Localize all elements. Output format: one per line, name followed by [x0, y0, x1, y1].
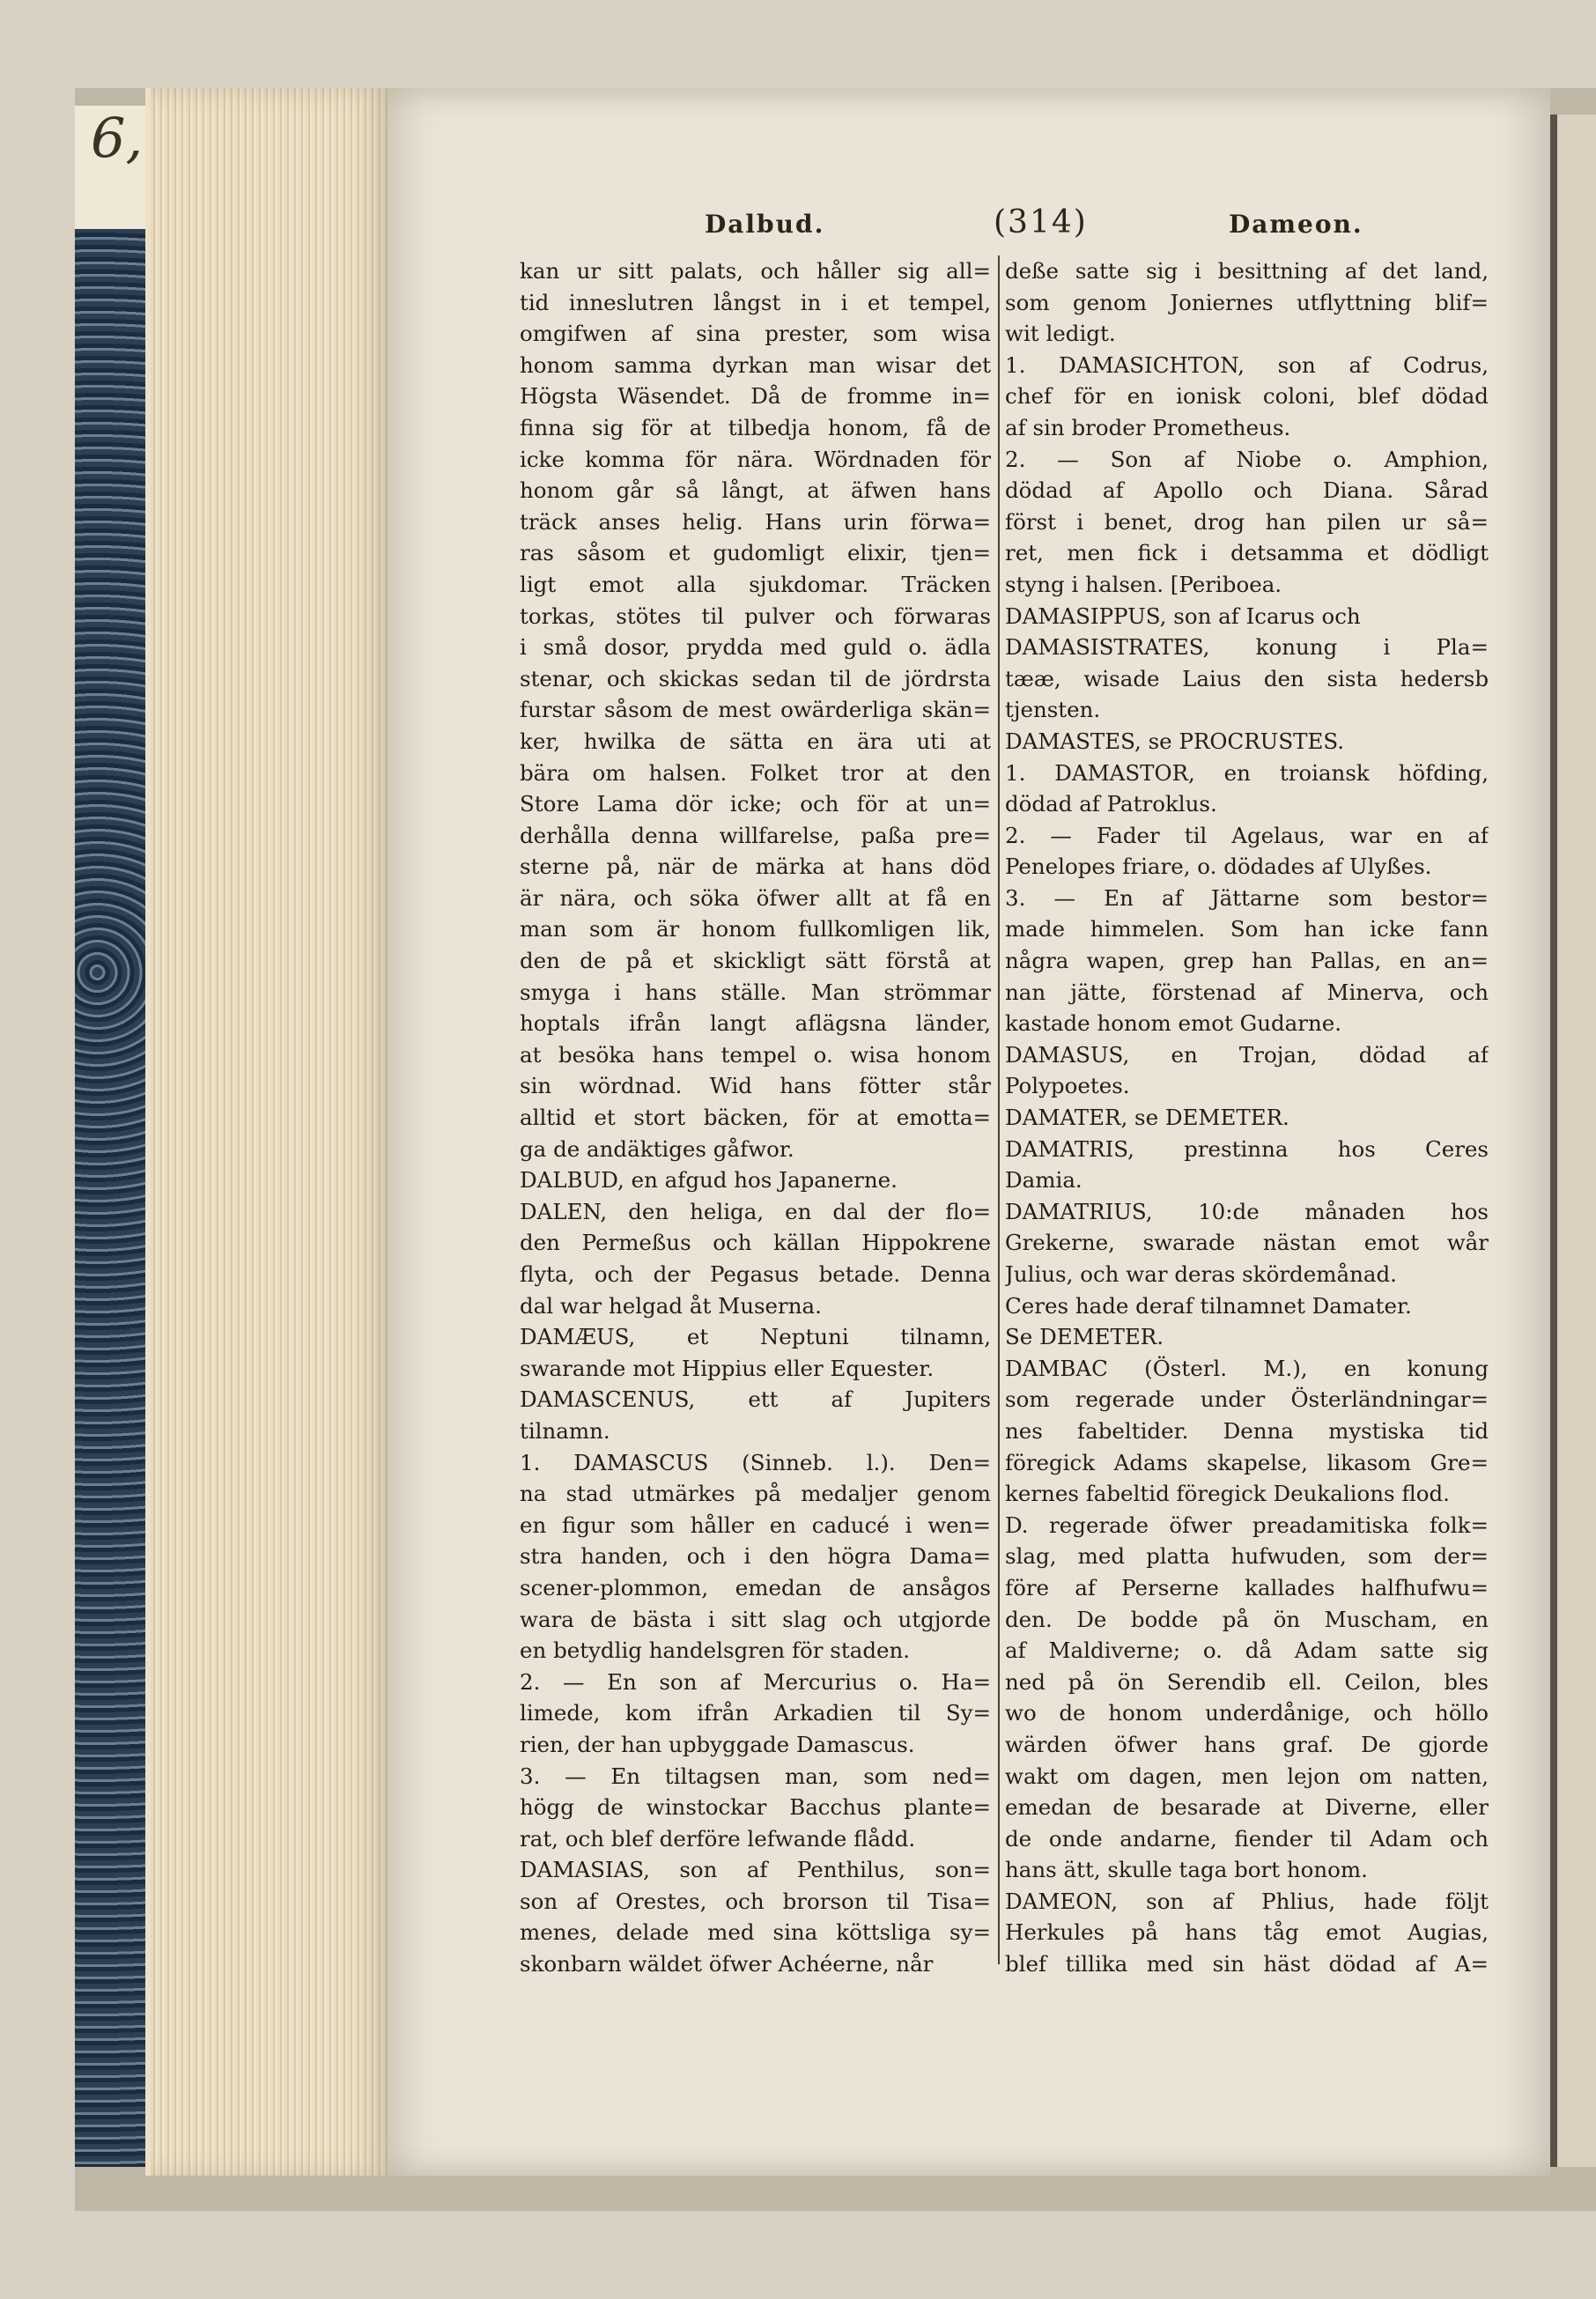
text-line: ned på ön Serendib ell. Ceilon, bles: [1005, 1668, 1489, 1695]
text-line: skonbarn wäldet öfwer Achéerne, når: [520, 1951, 934, 1977]
text-line: dödad af Apollo och Diana. Sårad: [1005, 477, 1489, 504]
text-line: den de på et skickligt sätt förstå at: [520, 948, 991, 974]
text-line: tææ, wisade Laius den sista hedersb: [1005, 665, 1489, 691]
text-line: wara de bästa i sitt slag och utgjorde: [520, 1606, 991, 1632]
text-line: nes fabeltider. Denna mystiska tid: [1005, 1417, 1489, 1444]
running-head-left: Dalbud.: [705, 210, 825, 239]
text-line: ker, hwilka de sätta en ära uti at: [520, 728, 991, 754]
text-line: en figur som håller en caducé i wen=: [520, 1512, 991, 1538]
column-divider: [998, 255, 1000, 1964]
text-line: dödad af Patroklus.: [1005, 791, 1217, 817]
text-line: blef tillika med sin häst dödad af A=: [1005, 1951, 1489, 1977]
marbled-cover: [75, 176, 153, 2167]
text-line: ras såsom et gudomligt elixir, tjen=: [520, 540, 991, 566]
text-line: 2. — Son af Niobe o. Amphion,: [1005, 446, 1489, 472]
text-line: några wapen, grep han Pallas, en an=: [1005, 948, 1489, 974]
text-line: derhålla denna willfarelse, paßa pre=: [520, 822, 991, 848]
text-line: de onde andarne, fiender til Adam och: [1005, 1825, 1489, 1852]
text-line: DAMEON, son af Phlius, hade följt: [1005, 1888, 1489, 1914]
text-line: furstar såsom de mest owärderliga skän=: [520, 697, 991, 723]
text-line: stenar, och skickas sedan til de jördrsta: [520, 665, 991, 691]
text-line: made himmelen. Som han icke fann: [1005, 916, 1489, 943]
text-line: kastade honom emot Gudarne.: [1005, 1010, 1342, 1037]
text-line: torkas, stötes til pulver och förwaras: [520, 602, 991, 629]
text-line: 1. DAMASTOR, en troiansk höfding,: [1005, 759, 1489, 786]
text-line: DALBUD, en afgud hos Japanerne.: [520, 1167, 898, 1194]
text-line: 2. — En son af Mercurius o. Ha=: [520, 1668, 991, 1695]
text-line: DAMASCENUS, ett af Jupiters: [520, 1386, 991, 1413]
page-number: (314): [994, 204, 1088, 240]
text-line: son af Orestes, och brorson til Tisa=: [520, 1888, 991, 1914]
text-line: Se DEMETER.: [1005, 1324, 1164, 1350]
running-head-right: Dameon.: [1229, 210, 1363, 239]
text-line: Store Lama dör icke; och för at un=: [520, 791, 991, 817]
text-line: swarande mot Hippius eller Equester.: [520, 1355, 935, 1381]
left-column: [520, 255, 991, 1980]
text-line: rat, och blef derföre lefwande flådd.: [520, 1825, 916, 1852]
text-line: träck anses helig. Hans urin förwa=: [520, 508, 991, 535]
text-line: wo de honom underdånige, och höllo: [1005, 1700, 1489, 1726]
text-line: ga de andäktiges gåfwor.: [520, 1135, 794, 1162]
text-line: stra handen, och i den högra Dama=: [520, 1543, 991, 1570]
text-line: chef för en ionisk coloni, blef dödad: [1005, 383, 1489, 410]
text-line: deße satte sig i besittning af det land,: [1005, 258, 1489, 284]
text-line: na stad utmärkes på medaljer genom: [520, 1481, 991, 1507]
text-line: Penelopes friare, o. dödades af Ulyßes.: [1005, 854, 1432, 880]
text-line: Herkules på hans tåg emot Augias,: [1005, 1919, 1489, 1946]
text-line: Polypoetes.: [1005, 1073, 1130, 1099]
text-line: ret, men fick i detsamma et dödligt: [1005, 540, 1489, 566]
text-line: DAMATRIUS, 10:de månaden hos: [1005, 1198, 1489, 1224]
text-line: flyta, och der Pegasus betade. Denna: [520, 1261, 991, 1287]
text-line: DAMATRIS, prestinna hos Ceres: [1005, 1135, 1489, 1162]
text-line: D. regerade öfwer preadamitiska folk=: [1005, 1512, 1489, 1538]
text-line: Ceres hade deraf tilnamnet Damater.: [1005, 1292, 1412, 1319]
text-line: emedan de besarade at Diverne, eller: [1005, 1794, 1489, 1821]
text-line: kernes fabeltid föregick Deukalions flod.: [1005, 1481, 1450, 1507]
text-line: Julius, och war deras skördemånad.: [1005, 1261, 1397, 1287]
text-line: menes, delade med sina köttsliga sy=: [520, 1919, 991, 1946]
text-line: tjensten.: [1005, 697, 1101, 723]
text-line: styng i halsen. [Periboea.: [1005, 571, 1282, 597]
text-line: sin wördnad. Wid hans fötter står: [520, 1073, 991, 1099]
page-edges: [145, 88, 393, 2176]
text-line: finna sig för at tilbedja honom, få de: [520, 414, 991, 440]
text-line: Damia.: [1005, 1167, 1082, 1194]
text-line: hoptals ifrån langt aflägsna länder,: [520, 1010, 991, 1037]
text-line: DAMATER, se DEMETER.: [1005, 1105, 1289, 1131]
text-line: icke komma för nära. Wördnaden för: [520, 446, 991, 472]
text-line: som genom Joniernes utflyttning blif=: [1005, 289, 1489, 315]
text-line: Högsta Wäsendet. Då de fromme in=: [520, 383, 991, 410]
text-line: i små dosor, prydda med guld o. ädla: [520, 634, 991, 661]
text-line: är nära, och söka öfwer allt at få en: [520, 884, 991, 911]
text-line: 3. — En af Jättarne som bestor=: [1005, 884, 1489, 911]
text-line: den. De bodde på ön Muscham, en: [1005, 1606, 1489, 1632]
text-line: rien, der han upbyggade Damascus.: [520, 1731, 915, 1757]
text-line: sterne på, när de märka at hans död: [520, 854, 991, 880]
text-line: wärden öfwer hans graf. De gjorde: [1005, 1731, 1489, 1757]
text-line: högg de winstockar Bacchus plante=: [520, 1794, 991, 1821]
text-line: 1. DAMASCUS (Sinneb. l.). Den=: [520, 1449, 991, 1475]
text-line: föregick Adams skapelse, likasom Gre=: [1005, 1449, 1489, 1475]
cover-label: 6,: [75, 106, 172, 229]
text-line: at besöka hans tempel o. wisa honom: [520, 1041, 991, 1068]
text-line: omgifwen af sina prester, som wisa: [520, 321, 991, 347]
text-line: 1. DAMASICHTON, son af Codrus,: [1005, 351, 1489, 378]
text-line: dal war helgad åt Muserna.: [520, 1292, 822, 1319]
text-line: DAMASTES, se PROCRUSTES.: [1005, 728, 1345, 754]
text-line: DAMASIAS, son af Penthilus, son=: [520, 1857, 991, 1883]
text-line: DAMASISTRATES, konung i Pla=: [1005, 634, 1489, 661]
text-line: limede, kom ifrån Arkadien til Sy=: [520, 1700, 991, 1726]
text-line: DALEN, den heliga, en dal der flo=: [520, 1198, 991, 1224]
text-line: smyga i hans ställe. Man strömmar: [520, 979, 991, 1005]
text-line: först i benet, drog han pilen ur så=: [1005, 508, 1489, 535]
text-line: honom går så långt, at äfwen hans: [520, 477, 991, 504]
text-line: DAMÆUS, et Neptuni tilnamn,: [520, 1324, 991, 1350]
text-line: slag, med platta hufwuden, som der=: [1005, 1543, 1489, 1570]
text-line: före af Perserne kallades halfhufwu=: [1005, 1574, 1489, 1600]
text-line: honom samma dyrkan man wisar det: [520, 351, 991, 378]
text-line: tilnamn.: [520, 1417, 610, 1444]
text-line: DAMASUS, en Trojan, dödad af: [1005, 1041, 1489, 1068]
text-line: kan ur sitt palats, och håller sig all=: [520, 258, 991, 284]
text-line: wit ledigt.: [1005, 321, 1116, 347]
text-line: DAMASIPPUS, son af Icarus och: [1005, 602, 1361, 629]
text-line: den Permeßus och källan Hippokrene: [520, 1230, 991, 1256]
text-line: af sin broder Prometheus.: [1005, 414, 1291, 440]
text-line: man som är honom fullkomligen lik,: [520, 916, 991, 943]
text-line: Grekerne, swarade nästan emot wår: [1005, 1230, 1489, 1256]
text-line: ligt emot alla sjukdomar. Träcken: [520, 571, 991, 597]
text-line: hans ätt, skulle taga bort honom.: [1005, 1857, 1368, 1883]
text-line: en betydlig handelsgren för staden.: [520, 1637, 911, 1664]
right-column: [1005, 255, 1489, 1980]
text-line: bära om halsen. Folket tror at den: [520, 759, 991, 786]
text-line: wakt om dagen, men lejon om natten,: [1005, 1763, 1489, 1789]
text-line: 2. — Fader til Agelaus, war en af: [1005, 822, 1489, 848]
text-line: af Maldiverne; o. då Adam satte sig: [1005, 1637, 1489, 1664]
text-line: DAMBAC (Österl. M.), en konung: [1005, 1355, 1489, 1381]
text-line: tid inneslutren långst in i et tempel,: [520, 289, 991, 315]
text-line: alltid et stort bäcken, för at emotta=: [520, 1105, 991, 1131]
facing-page-edge: [1550, 115, 1596, 2167]
text-line: nan jätte, förstenad af Minerva, och: [1005, 979, 1489, 1005]
text-line: 3. — En tiltagsen man, som ned=: [520, 1763, 991, 1789]
text-line: som regerade under Österländningar=: [1005, 1386, 1489, 1413]
text-line: scener-plommon, emedan de ansågos: [520, 1574, 991, 1600]
